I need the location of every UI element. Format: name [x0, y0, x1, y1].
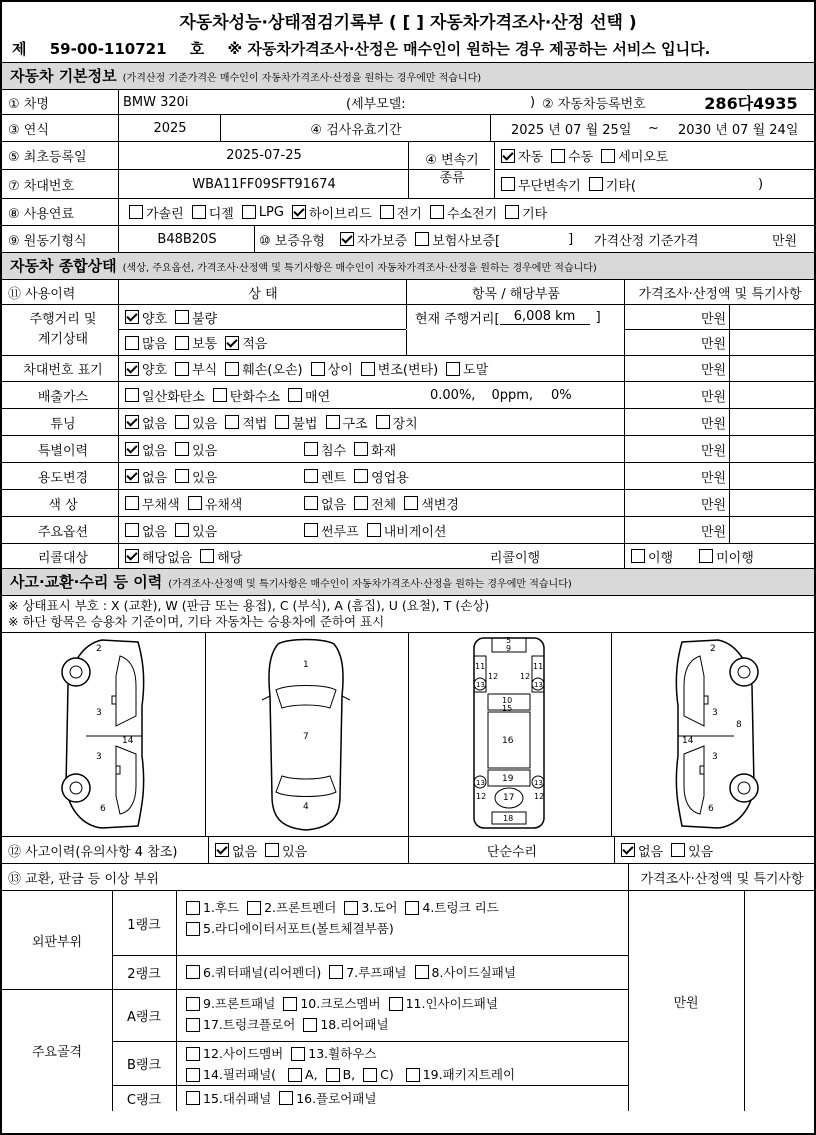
fuel-options [118, 199, 816, 225]
vin-mark-label: 차대번호 표기 [23, 363, 103, 378]
inspect-to: 2030 년 07 월 24일 [678, 122, 799, 138]
vin-altered-checkbox[interactable] [361, 362, 375, 376]
rank2-item-2-checkbox[interactable] [415, 965, 429, 979]
rankB-item-0-checkbox[interactable] [186, 1047, 200, 1061]
form-title: 자동차성능·상태점검기록부 ( [ ] 자동차가격조사·산정 선택 ) [179, 13, 637, 33]
color-whole-checkbox[interactable] [354, 496, 368, 510]
rank2-items [180, 955, 626, 989]
usage-label: 용도변경 [37, 470, 89, 486]
diag-top-4: 4 [303, 802, 309, 812]
color-change-checkbox[interactable] [404, 496, 418, 510]
pillar-2-option [357, 1066, 394, 1084]
warranty-options: 자가보증 보험사보증[ ] [334, 226, 594, 252]
trans-cvt-checkbox[interactable] [501, 177, 515, 191]
row-tuning [2, 409, 814, 436]
special-none-checkbox[interactable] [125, 442, 139, 456]
mileage-price-unit-2: 만원 [624, 330, 816, 355]
rank1-label: 1랭크 [127, 917, 161, 933]
rank1-item-1-checkbox[interactable] [247, 901, 261, 915]
mileage-amount-options: 많음 보통 적음 [118, 330, 407, 355]
vin-price-unit: 만원 [624, 356, 816, 381]
recall-na-checkbox[interactable] [125, 549, 139, 563]
fuel-label: ⑧ 사용연료 [8, 206, 75, 222]
accident-history-label: ⑫ 사고이력(유의사항 4 참조) [8, 844, 178, 860]
tuning-none-checkbox[interactable] [125, 415, 139, 429]
row-color [2, 490, 814, 517]
diag-frame-13b: 13 [534, 681, 543, 689]
options-items: 썬루프 내비게이션 [298, 517, 624, 543]
vin-erased-checkbox[interactable] [446, 362, 460, 376]
diag-frame-12d: 12 [534, 792, 545, 801]
rankA-item-1-option [277, 995, 380, 1013]
rankAb-item-0-option [180, 1016, 295, 1034]
fuel-1-option [186, 203, 234, 222]
pillar-2-checkbox[interactable] [363, 1068, 377, 1082]
diag-right-6: 6 [708, 804, 714, 814]
side-view-left-diagram [42, 636, 172, 832]
rankA-item-1-checkbox[interactable] [283, 997, 297, 1011]
row-first-reg-vin [2, 142, 814, 199]
special-price-unit: 만원 [624, 436, 816, 462]
color-price-unit: 만원 [624, 490, 816, 516]
diag-frame-12a: 12 [488, 672, 499, 681]
rankA-item-2-checkbox[interactable] [389, 997, 403, 1011]
rankC-item-1-label: 16.플로어패널 [296, 1091, 377, 1106]
diag-right-3a: 3 [712, 708, 718, 718]
tuning-exists-checkbox[interactable] [175, 415, 189, 429]
diag-frame-12b: 12 [520, 672, 531, 681]
sub-model-label: (세부모델: [346, 96, 406, 112]
row-usage [2, 463, 814, 490]
reg-no-value: 286다4935 [704, 93, 798, 113]
rank1-item-1-label: 2.프론트펜더 [264, 900, 337, 915]
rankB-item-1-label: 13.휠하우스 [308, 1046, 377, 1061]
rankB-items: 12.사이드멤버 13.휠하우스 14.필러패널( A, B, C) 19.패키지트레이 [180, 1045, 626, 1087]
warranty-label: ⑩ 보증유형 [254, 226, 343, 252]
vin-damage-checkbox[interactable] [225, 362, 239, 376]
fuel-3-option [286, 203, 372, 222]
special-exists-checkbox[interactable] [175, 442, 189, 456]
basic-info-section-title: 자동차 기본정보 (가격산정 기준가격은 매수인이 자동차가격조사·산정을 원하는 경우에만 적습니다) [2, 63, 814, 90]
trans-manual-checkbox[interactable] [551, 149, 565, 163]
vin-good-checkbox[interactable] [125, 362, 139, 376]
vin-value: WBA11FF09SFT91674 [118, 170, 409, 198]
rank1-item-0-option [180, 899, 239, 917]
row-special [2, 436, 814, 463]
record-no-suffix: 호 [189, 40, 205, 58]
hc-value: 0ppm, [491, 387, 534, 403]
rank1-item-0-label: 1.후드 [203, 900, 240, 915]
main-frame-label: 주요골격 [31, 1044, 83, 1060]
business-checkbox[interactable] [354, 469, 368, 483]
rank1-item-1-option [241, 899, 336, 917]
rankA-item-0-checkbox[interactable] [186, 997, 200, 1011]
trans-auto-checkbox[interactable] [501, 149, 515, 163]
diag-frame-18: 18 [503, 814, 514, 823]
diag-frame-10: 10 [502, 696, 513, 705]
rankAb-item-1-option [297, 1016, 388, 1034]
record-no-value: 59-00-110721 [49, 40, 167, 58]
rankA-item-2-option [383, 995, 498, 1013]
parts-label: ⑬ 교환, 판금 등 이상 부위 [8, 871, 159, 887]
transmission-options-1: 자동 수동 세미오토 [494, 142, 815, 169]
first-reg-label: ⑤ 최초등록일 [8, 150, 87, 165]
color-options: 무채색 유채색 [118, 490, 299, 516]
fuel-6-label: 기타 [522, 206, 548, 222]
rankAb-item-0-checkbox[interactable] [186, 1018, 200, 1032]
rank2-item-0-checkbox[interactable] [186, 965, 200, 979]
pillar-0-checkbox[interactable] [288, 1068, 302, 1082]
diag-right-2: 2 [710, 644, 716, 654]
rank1-item-2-label: 3.도어 [361, 900, 398, 915]
usage-options: 없음 있음 [118, 463, 299, 489]
fuel-4-option [374, 203, 422, 222]
options-price-unit: 만원 [624, 517, 816, 543]
rankA-item-0-label: 9.프론트패널 [203, 996, 276, 1011]
diag-frame-5: 5 [506, 636, 512, 645]
form-header [2, 2, 814, 63]
reg-no-label: ② 자동차등록번호 [542, 96, 646, 112]
color-none-checkbox[interactable] [304, 496, 318, 510]
accident-exists-checkbox[interactable] [265, 843, 279, 857]
flood-checkbox[interactable] [304, 442, 318, 456]
diag-right-14: 14 [682, 736, 694, 746]
fuel-5-checkbox[interactable] [430, 205, 444, 219]
side-view-right-diagram [648, 636, 778, 832]
smoke-value: 0% [551, 387, 572, 403]
year-value: 2025 [118, 115, 221, 141]
mileage-normal-checkbox[interactable] [175, 336, 189, 350]
rank2-item-1-checkbox[interactable] [329, 965, 343, 979]
rankC-item-0-checkbox[interactable] [186, 1091, 200, 1105]
car-diagrams [2, 632, 814, 837]
year-label: ③ 연식 [8, 122, 49, 138]
parts-price-unit: 만원 [673, 995, 699, 1011]
options-options: 없음 있음 [118, 517, 299, 543]
options-exists-checkbox[interactable] [175, 523, 189, 537]
accident-history-options: 없음 있음 [208, 837, 409, 863]
diag-top-7: 7 [303, 732, 309, 742]
transmission-options-2: 무단변속기 기타( ) [494, 170, 815, 198]
rankC-item-0-option [180, 1089, 271, 1107]
row-accident-history [2, 837, 814, 864]
rankC-label: C랭크 [126, 1092, 162, 1108]
recall-options: 해당없음 해당 [118, 544, 407, 568]
sunroof-checkbox[interactable] [304, 523, 318, 537]
car-name-value: BMW 320i [118, 90, 343, 114]
exhaust-values [430, 382, 624, 408]
fuel-3-label: 하이브리드 [308, 206, 372, 222]
price-base-unit: 만원 [772, 233, 798, 249]
achromatic-checkbox[interactable] [125, 496, 139, 510]
diag-frame-16: 16 [502, 736, 514, 746]
rank2-item-0-label: 6.쿼터패널(리어펜더) [203, 965, 322, 980]
pillar-1-option [320, 1066, 356, 1084]
rankAb-item-0-label: 17.트렁크플로어 [203, 1017, 296, 1032]
usage-none-checkbox[interactable] [125, 469, 139, 483]
tuning-label: 튜닝 [50, 416, 76, 432]
rank1b-item-0-option [180, 920, 394, 938]
row-recall [2, 544, 814, 569]
pillar-panel-checkbox[interactable] [186, 1068, 200, 1082]
rankC-item-0-label: 15.대쉬패널 [203, 1091, 272, 1106]
recall-perf-label: 리콜이행 [489, 550, 541, 566]
engine-value: B48B20S [118, 226, 255, 252]
pillar-1-label: B, [342, 1067, 356, 1082]
basic-info-note: (가격산정 기준가격은 매수인이 자동차가격조사·산정을 원하는 경우에만 적습니다) [122, 73, 482, 84]
status-section-title: 자동차 종합상태 (색상, 주요옵션, 가격조사·산정액 및 특기사항은 매수인이 자동차가격조사·산정을 원하는 경우에만 적습니다) [2, 253, 814, 280]
rankA-item-1-label: 10.크로스멤버 [300, 996, 381, 1011]
diag-left-3a: 3 [96, 708, 102, 718]
tuning-structure-checkbox[interactable] [326, 415, 340, 429]
current-mileage: 현재 주행거리[ 6,008 km ] [406, 305, 633, 329]
diag-frame-11b: 11 [533, 662, 544, 671]
diag-right-8: 8 [736, 720, 742, 730]
engine-label: ⑨ 원동기형식 [8, 233, 87, 249]
rank-table [2, 891, 814, 1111]
usage-exists-checkbox[interactable] [175, 469, 189, 483]
car-name-label: ① 차명 [8, 96, 49, 112]
col-history: ⑪ 사용이력 [8, 286, 76, 302]
price-base-label: 가격산정 기준가격 [594, 233, 699, 249]
warranty-insurance-checkbox[interactable] [415, 232, 429, 246]
warranty-self-checkbox[interactable] [340, 232, 354, 246]
special-items: 침수 화재 [298, 436, 624, 462]
rankC-items [180, 1085, 626, 1111]
options-none-checkbox[interactable] [125, 523, 139, 537]
transmission-label: ④ 변속기 종류 [408, 142, 495, 198]
diag-left-2: 2 [96, 644, 102, 654]
sub-model-close: ) [530, 94, 536, 110]
col-price: 가격조사·산정액 및 특기사항 [624, 280, 815, 304]
vin-label: ⑦ 차대번호 [8, 178, 75, 194]
status-header-row [2, 280, 814, 305]
trans-other-checkbox[interactable] [589, 177, 603, 191]
diag-frame-13d: 13 [534, 779, 543, 787]
mileage-value: 6,008 km [500, 309, 590, 325]
rankA-item-2-label: 11.인사이드패널 [405, 996, 498, 1011]
co-value: 0.00%, [430, 387, 476, 403]
exhaust-options: 일산화탄소 탄화수소 매연 [118, 382, 407, 408]
fuel-5-option [424, 203, 497, 222]
mileage-price-unit-1: 만원 [624, 305, 816, 329]
pillar-0-option [282, 1066, 318, 1084]
parts-price-col: 가격조사·산정액 및 특기사항 [628, 864, 815, 890]
mileage-bad-checkbox[interactable] [175, 310, 189, 324]
rankAb-item-1-label: 18.리어패널 [320, 1017, 389, 1032]
color-label: 색 상 [48, 497, 78, 513]
pillar-2-label: C) [380, 1067, 394, 1082]
rankB-item-1-checkbox[interactable] [291, 1047, 305, 1061]
inspect-tilde: ~ [648, 120, 659, 136]
row-year [2, 115, 814, 142]
fuel-1-checkbox[interactable] [192, 205, 206, 219]
usage-price-unit: 만원 [624, 463, 816, 489]
vin-diff-checkbox[interactable] [311, 362, 325, 376]
fuel-2-option [236, 205, 284, 220]
row-vin-mark [2, 356, 814, 382]
tuning-device-checkbox[interactable] [376, 415, 390, 429]
rankC-item-1-option [273, 1089, 376, 1107]
fuel-2-checkbox[interactable] [242, 205, 256, 219]
usage-items: 렌트 영업용 [298, 463, 624, 489]
row-options [2, 517, 814, 544]
fuel-6-checkbox[interactable] [505, 205, 519, 219]
legend-note: ※ 하단 항목은 승용차 기준이며, 기타 자동차는 승용차에 준하여 표시 [8, 614, 385, 629]
trans-semi-checkbox[interactable] [601, 149, 615, 163]
diag-frame-17: 17 [503, 793, 515, 803]
row-mileage [2, 305, 814, 356]
rank1b-item-0-checkbox[interactable] [186, 922, 200, 936]
rank2-item-2-label: 8.사이드실패널 [431, 965, 516, 980]
tuning-price-unit: 만원 [624, 409, 816, 435]
fuel-4-checkbox[interactable] [380, 205, 394, 219]
exhaust-smoke-checkbox[interactable] [288, 388, 302, 402]
fire-checkbox[interactable] [354, 442, 368, 456]
exhaust-hc-checkbox[interactable] [213, 388, 227, 402]
row-fuel [2, 199, 814, 226]
rank1-item-3-label: 4.트렁크 리드 [422, 900, 499, 915]
rank1-item-3-option [399, 899, 498, 917]
simple-repair-label: 단순수리 [408, 837, 615, 863]
diag-frame-9: 9 [506, 644, 512, 653]
repair-none-checkbox[interactable] [621, 843, 635, 857]
package-tray-checkbox[interactable] [406, 1068, 420, 1082]
tuning-options: 없음 있음 적법 불법 구조 장치 [118, 409, 625, 435]
diag-top-1: 1 [303, 660, 309, 670]
exhaust-co-checkbox[interactable] [125, 388, 139, 402]
mileage-state-options: 양호 불량 [118, 305, 407, 329]
diag-frame-12c: 12 [476, 792, 487, 801]
outer-panel-label: 외판부위 [31, 934, 83, 950]
rank1-item-2-checkbox[interactable] [344, 901, 358, 915]
fuel-2-label: LPG [258, 204, 284, 220]
mileage-label: 주행거리 및 계기상태 [29, 312, 97, 347]
rankC-item-1-checkbox[interactable] [279, 1091, 293, 1105]
diag-frame-11a: 11 [475, 662, 486, 671]
rank2-item-1-label: 7.루프패널 [346, 965, 407, 980]
diag-left-3b: 3 [96, 752, 102, 762]
special-label: 특별이력 [37, 443, 89, 459]
first-reg-value: 2025-07-25 [118, 142, 409, 169]
row-parts-header [2, 864, 814, 891]
rank1-items [180, 899, 626, 941]
diag-right-3b: 3 [712, 752, 718, 762]
fuel-0-checkbox[interactable] [129, 205, 143, 219]
diag-frame-13a: 13 [476, 681, 485, 689]
pillar-1-checkbox[interactable] [326, 1068, 340, 1082]
rent-checkbox[interactable] [304, 469, 318, 483]
recall-yes-checkbox[interactable] [200, 549, 214, 563]
vin-mark-options: 양호 부식 훼손(오손) 상이 변조(변타) 도말 [118, 356, 625, 381]
rank2-item-1-option [323, 963, 406, 981]
pillar-0-label: A, [305, 1067, 318, 1082]
vin-corrosion-checkbox[interactable] [175, 362, 189, 376]
accident-note: (가격조사·산정액 및 특기사항은 매수인이 자동차가격조사·산정을 원하는 경우에만 적습니다) [168, 579, 572, 590]
chromatic-checkbox[interactable] [188, 496, 202, 510]
exhaust-price-unit: 만원 [624, 382, 816, 408]
rank2-item-0-option [180, 963, 321, 981]
color-items: 없음 전체 색변경 [298, 490, 624, 516]
options-label: 주요옵션 [37, 524, 89, 540]
diag-left-6: 6 [100, 804, 106, 814]
fuel-3-checkbox[interactable] [292, 205, 306, 219]
col-state: 상 태 [118, 280, 407, 304]
fuel-6-option [499, 203, 547, 222]
row-engine [2, 226, 814, 253]
rank2-item-2-option [409, 963, 516, 981]
rankB-item-0-option [180, 1045, 283, 1063]
diag-left-14: 14 [122, 736, 134, 746]
diag-frame-13c: 13 [476, 779, 485, 787]
rankAb-item-1-checkbox[interactable] [303, 1018, 317, 1032]
status-note: (색상, 주요옵션, 가격조사·산정액 및 특기사항은 매수인이 자동차가격조사·산정을 원하는 경우에만 적습니다) [122, 263, 597, 274]
rankA-label: A랭크 [126, 1009, 161, 1025]
accident-section-title: 사고·교환·수리 등 이력 (가격조사·산정액 및 특기사항은 매수인이 자동차가격조사·산정을 원하는 경우에만 적습니다) [2, 569, 814, 596]
diag-frame-19: 19 [502, 774, 514, 784]
rankA-items [180, 995, 626, 1037]
col-item: 항목 / 해당부품 [406, 280, 625, 304]
repair-exists-checkbox[interactable] [671, 843, 685, 857]
mileage-few-checkbox[interactable] [225, 336, 239, 350]
navi-checkbox[interactable] [367, 523, 381, 537]
simple-repair-options: 없음 있음 [614, 837, 815, 863]
fuel-0-option [123, 203, 184, 222]
rankA-item-0-option [180, 995, 275, 1013]
rank1b-item-0-label: 5.라디에이터서포트(볼트체결부품) [203, 921, 394, 936]
record-number-line [12, 38, 728, 59]
legend [2, 596, 814, 632]
diag-frame-15: 15 [502, 704, 513, 713]
tuning-legal-checkbox[interactable] [225, 415, 239, 429]
mileage-many-checkbox[interactable] [125, 336, 139, 350]
fuel-0-label: 가솔린 [146, 206, 184, 222]
inspect-from: 2025 년 07 월 25일 [490, 115, 651, 141]
record-no-label: 제 [12, 40, 27, 58]
fuel-4-label: 전기 [396, 206, 422, 222]
inspect-period-label: ④ 검사유효기간 [220, 115, 491, 141]
exhaust-label: 배출가스 [37, 389, 89, 405]
rankB-item-1-option [285, 1045, 376, 1063]
accident-none-checkbox[interactable] [215, 843, 229, 857]
special-options: 없음 있음 [118, 436, 299, 462]
legend-symbols: ※ 상태표시 부호 : X (교환), W (판금 또는 용접), C (부식), A (흠집), U (요철), T (손상) [8, 598, 490, 613]
recall-not-performed-checkbox[interactable] [699, 549, 713, 563]
rankB-item-0-label: 12.사이드멤버 [203, 1046, 284, 1061]
recall-performed-checkbox[interactable] [631, 549, 645, 563]
rank1-item-3-checkbox[interactable] [405, 901, 419, 915]
tuning-illegal-checkbox[interactable] [275, 415, 289, 429]
row-car-name [2, 90, 814, 115]
recall-label: 리콜대상 [37, 550, 89, 566]
row-exhaust [2, 382, 814, 409]
fuel-5-label: 수소전기 [446, 206, 498, 222]
rankB-label: B랭크 [126, 1057, 162, 1073]
rank1-item-2-option [338, 899, 397, 917]
mileage-good-checkbox[interactable] [125, 310, 139, 324]
rank2-label: 2랭크 [127, 966, 161, 982]
service-notice: ※ 자동차가격조사·산정은 매수인이 원하는 경우 제공하는 서비스 입니다. [227, 40, 711, 58]
rank1-item-0-checkbox[interactable] [186, 901, 200, 915]
recall-perf-options: 이행 미이행 [624, 544, 815, 568]
fuel-1-label: 디젤 [208, 206, 234, 222]
